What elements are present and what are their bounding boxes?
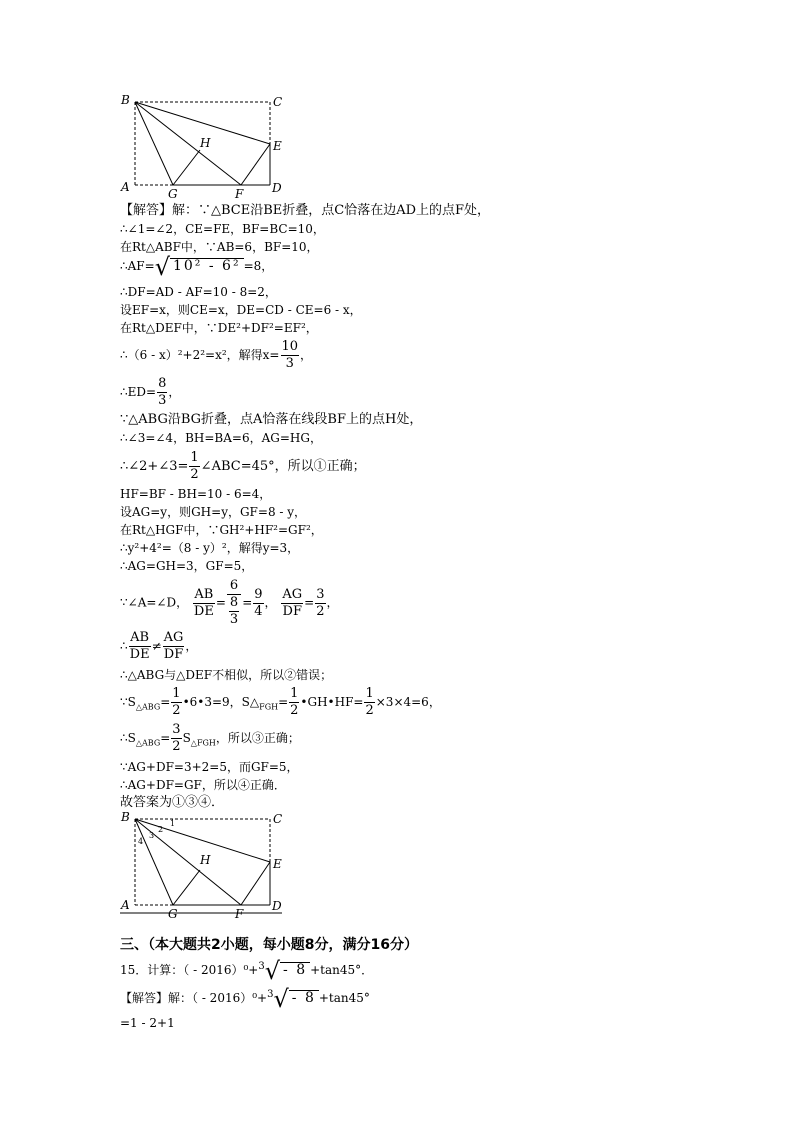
fraction-ag-df: $\frac{AG}{DF}$ (282, 586, 303, 619)
fraction-ab-de: $\frac{AB}{DE}$ (193, 586, 214, 619)
line-15: 在Rt△HGF中，∵GH²+HF²=GF²， (120, 523, 323, 537)
answer-step-1: =1 - 2+1 (120, 1016, 175, 1030)
label-g: G (168, 187, 178, 198)
answer-15: 【解答】解：（ - 2016）⁰+$^3$√- 8 +tan45° (120, 985, 370, 1013)
line-9: ∴ED= $\frac{8}{3}$ ， (120, 376, 181, 408)
label-b: B (121, 93, 130, 107)
angle-2: 2 (158, 825, 164, 834)
fraction: $\frac{1}{2}$ (190, 450, 199, 482)
line-20: ∴△ABG与△DEF不相似，所以②错误； (120, 668, 333, 682)
label-e: E (273, 857, 282, 871)
line-11: ∴∠3=∠4，BH=BA=6，AG=HG， (120, 431, 322, 445)
line-4: ∴AF=√ 10² - 6² =8， (120, 253, 274, 281)
label-f: F (235, 187, 244, 198)
label-h: H (200, 853, 211, 867)
label-e: E (273, 139, 282, 153)
line-21: $\because S_{\triangle ABG}=$ $\frac{1}{2}$ •6•3=9，$S\triangle_{FGH}=$ $\frac{1}{2}$ •GH•HF= $\frac{1}{2}$ ×3×4=6， (120, 686, 441, 718)
line-17: ∴AG=GH=3，GF=5， (120, 559, 254, 573)
line-3: 在Rt△ABF中，∵AB=6，BF=10， (120, 240, 319, 254)
angle-4: 4 (138, 837, 144, 846)
label-f: F (235, 907, 244, 918)
line-8: ∴（6 - x）²+2²=x²，解得x= $\frac{10}{3}$ ， (120, 339, 313, 371)
line-12: ∴∠2+∠3= $\frac{1}{2}$ ∠ABC=45°，所以①正确； (120, 450, 366, 482)
section-heading: 三、（本大题共2小题，每小题8分，满分16分） (120, 937, 418, 953)
angle-1: 1 (170, 819, 176, 828)
line-2: ∴∠1=∠2，CE=FE，BF=BC=10， (120, 222, 325, 236)
label-d: D (272, 899, 282, 913)
line-6: 设EF=x，则CE=x，DE=CD - CE=6 - x， (120, 303, 362, 317)
question-15: 15．计算：（ - 2016）⁰+$^3$√- 8 +tan45°． (120, 957, 374, 985)
line-25: 故答案为①③④． (120, 795, 225, 810)
figure-fold-2 (118, 808, 290, 918)
label-d: D (272, 181, 282, 195)
label-c: C (273, 95, 283, 109)
line-24: ∴AG+DF=GF，所以④正确． (120, 778, 286, 792)
label-a: A (121, 180, 130, 194)
fraction: $\frac{8}{3}$ (158, 376, 167, 408)
line-22: $\therefore S_{\triangle ABG}=$ $\frac{3}{2}$ $S_{\triangle FGH}$，所以③正确； (120, 722, 300, 754)
line-18: ∵∠A=∠D， $\frac{AB}{DE}$ = $\frac{6}{\frac{8}{3}}$ = $\frac{9}{4}$ ， $\frac{AG}{DF}$ = $\frac{3}{2}$ ， (120, 578, 339, 627)
line-14: 设AG=y，则GH=y，GF=8 - y， (120, 505, 307, 519)
line-13: HF=BF - BH=10 - 6=4， (120, 487, 272, 501)
fraction: $\frac{10}{3}$ (281, 339, 299, 371)
line-1: 【解答】解：∵△BCE沿BE折叠，点C恰落在边AD上的点F处， (120, 203, 491, 218)
sqrt-radicand: 10² - 6² (170, 258, 244, 273)
label-b: B (121, 810, 130, 824)
label-c: C (273, 812, 283, 826)
line-5: ∴DF=AD - AF=10 - 8=2， (120, 285, 277, 299)
fraction-6-over-8-3: $\frac{6}{\frac{8}{3}}$ (227, 578, 241, 628)
line-23: ∵AG+DF=3+2=5，而GF=5， (120, 760, 299, 774)
line-10: ∵△ABG沿BG折叠，点A恰落在线段BF上的点H处， (120, 412, 423, 427)
figure-fold-1 (118, 92, 290, 198)
label-g: G (168, 907, 178, 918)
line-16: ∴y²+4²=（8 - y）²，解得y=3， (120, 541, 300, 555)
line-19: ∴ $\frac{AB}{DE}$ ≠ $\frac{AG}{DF}$ ， (120, 630, 198, 662)
label-a: A (121, 898, 130, 912)
line-7: 在Rt△DEF中，∵DE²+DF²=EF²， (120, 321, 318, 335)
angle-3: 3 (149, 831, 155, 840)
fraction-3-2: $\frac{3}{2}$ (316, 586, 325, 619)
fraction-9-4: $\frac{9}{4}$ (254, 586, 263, 619)
label-h: H (200, 136, 211, 150)
